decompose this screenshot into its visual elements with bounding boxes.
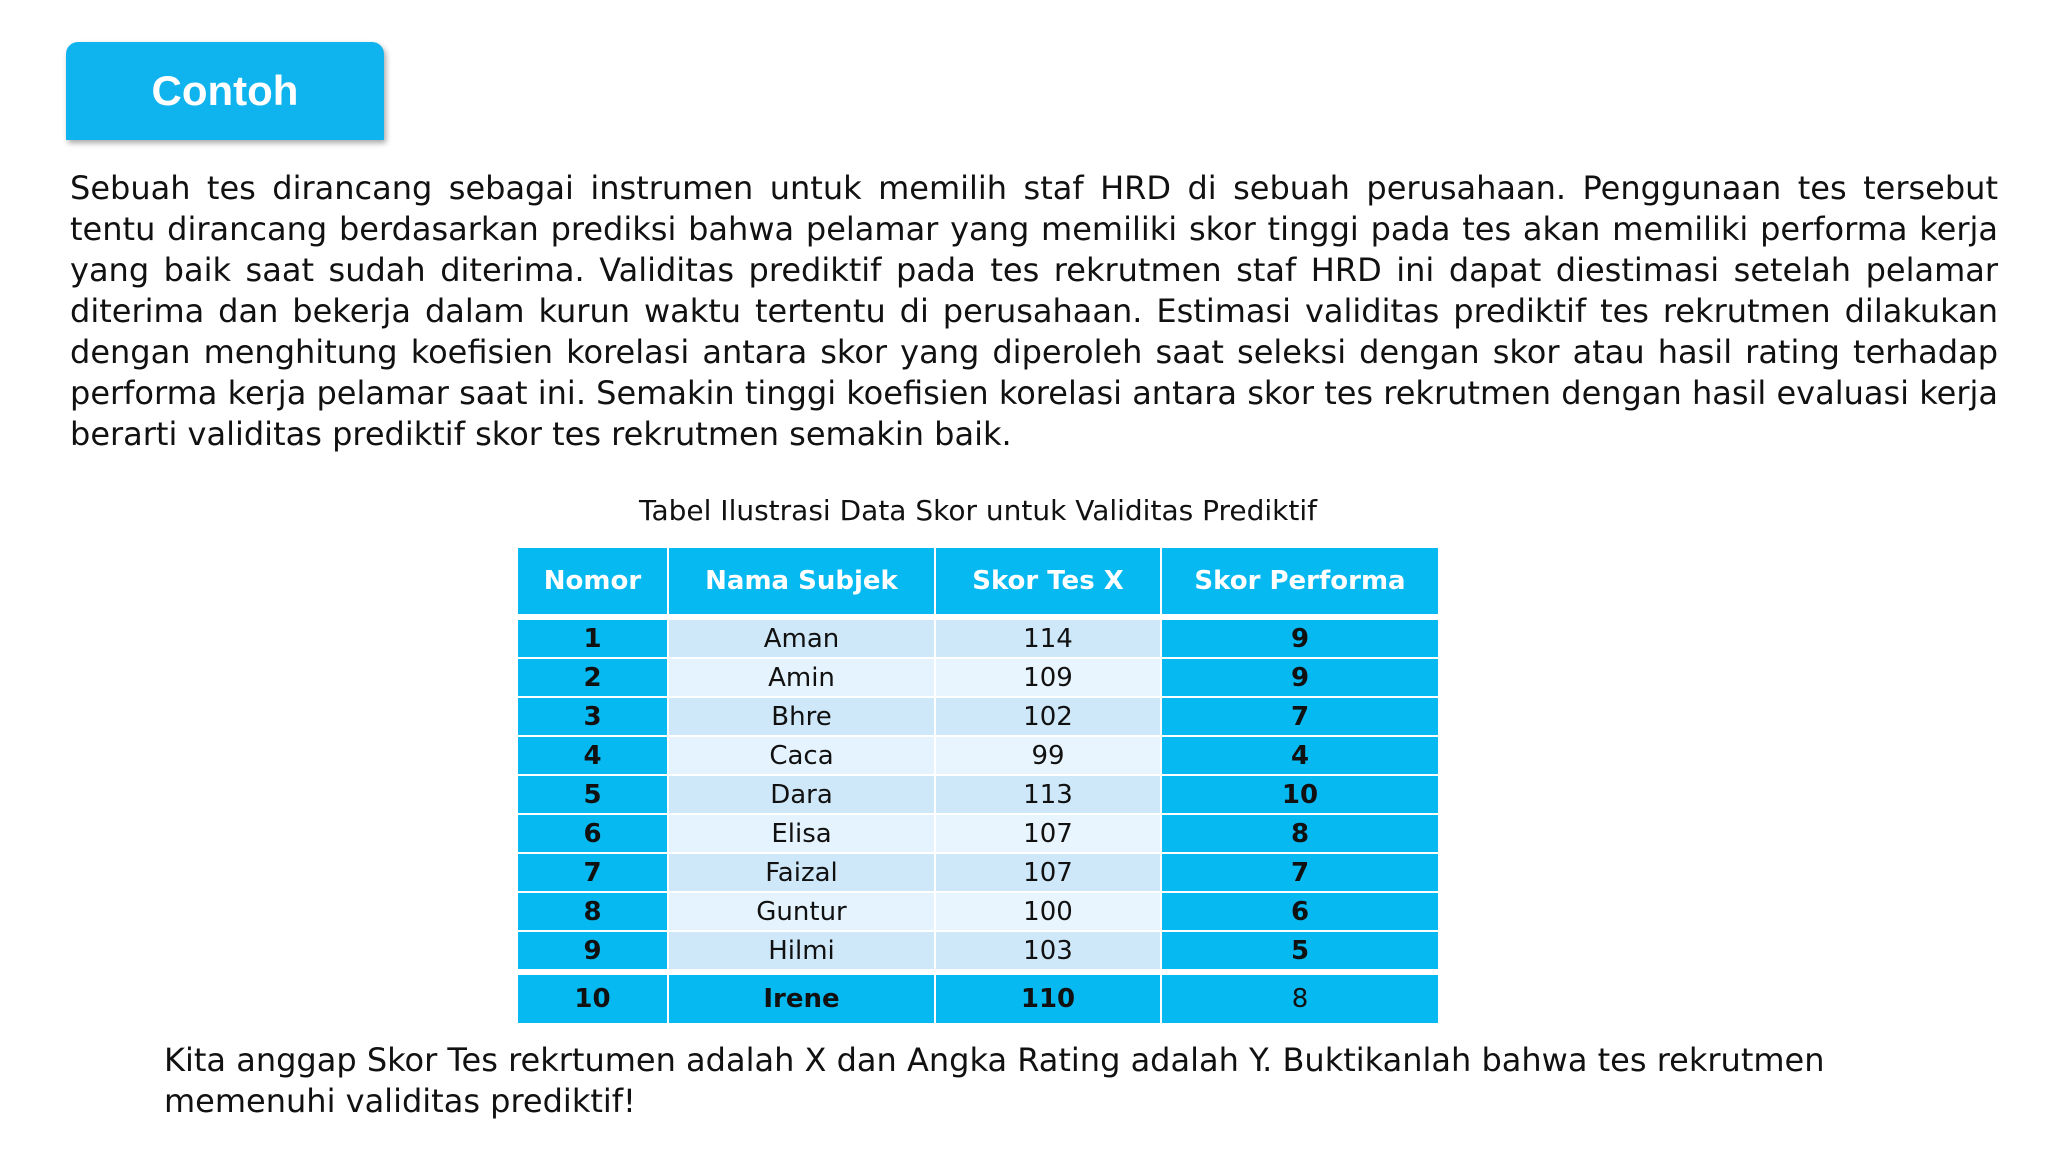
cell-performa: 5 bbox=[1161, 931, 1439, 972]
cell-performa: 8 bbox=[1161, 972, 1439, 1024]
cell-nama: Faizal bbox=[668, 853, 935, 892]
table-caption: Tabel Ilustrasi Data Skor untuk Validitas Prediktif bbox=[639, 494, 1317, 527]
cell-nama: Bhre bbox=[668, 697, 935, 736]
table-row bbox=[517, 736, 1439, 775]
table-row bbox=[517, 972, 1439, 1024]
cell-nama: Irene bbox=[668, 972, 935, 1024]
cell-performa: 7 bbox=[1161, 853, 1439, 892]
cell-performa: 8 bbox=[1161, 814, 1439, 853]
table-row bbox=[517, 892, 1439, 931]
header-skor-performa: Skor Performa bbox=[1161, 547, 1439, 617]
table-row bbox=[517, 697, 1439, 736]
cell-nomor: 4 bbox=[517, 736, 668, 775]
table-row bbox=[517, 931, 1439, 972]
cell-skor-x: 107 bbox=[935, 814, 1161, 853]
cell-skor-x: 113 bbox=[935, 775, 1161, 814]
cell-nama: Guntur bbox=[668, 892, 935, 931]
header-nama-subjek: Nama Subjek bbox=[668, 547, 935, 617]
cell-nama: Dara bbox=[668, 775, 935, 814]
table-row bbox=[517, 853, 1439, 892]
cell-skor-x: 103 bbox=[935, 931, 1161, 972]
cell-performa: 6 bbox=[1161, 892, 1439, 931]
cell-performa: 9 bbox=[1161, 658, 1439, 697]
header-skor-tes-x: Skor Tes X bbox=[935, 547, 1161, 617]
cell-performa: 4 bbox=[1161, 736, 1439, 775]
cell-nama: Elisa bbox=[668, 814, 935, 853]
cell-nama: Amin bbox=[668, 658, 935, 697]
cell-skor-x: 99 bbox=[935, 736, 1161, 775]
cell-performa: 9 bbox=[1161, 617, 1439, 658]
cell-nomor: 8 bbox=[517, 892, 668, 931]
example-badge bbox=[66, 42, 384, 140]
cell-nomor: 7 bbox=[517, 853, 668, 892]
table-row bbox=[517, 658, 1439, 697]
intro-paragraph: Sebuah tes dirancang sebagai instrumen untuk memilih staf HRD di sebuah perusahaan. Penggunaan tes tersebut tentu dirancang berdasarkan prediksi bahwa pelamar yang memiliki skor tinggi pada tes akan memiliki performa kerja yang baik saat sudah diterima. Validitas prediktif pada tes rekrutmen staf HRD ini dapat diestimasi setelah pelamar diterima dan bekerja dalam kurun waktu tertentu di perusahaan. Estimasi validitas prediktif tes rekrutmen dilakukan dengan menghitung koefisien korelasi antara skor yang diperoleh saat seleksi dengan skor atau hasil rating terhadap performa kerja pelamar saat ini. Semakin tinggi koefisien korelasi antara skor tes rekrutmen dengan hasil evaluasi kerja berarti validitas prediktif skor tes rekrutmen semakin baik. bbox=[70, 169, 1998, 453]
table-row bbox=[517, 775, 1439, 814]
table-header-row bbox=[517, 547, 1439, 617]
header-nomor: Nomor bbox=[517, 547, 668, 617]
cell-skor-x: 100 bbox=[935, 892, 1161, 931]
table-row bbox=[517, 814, 1439, 853]
cell-nomor: 2 bbox=[517, 658, 668, 697]
cell-skor-x: 114 bbox=[935, 617, 1161, 658]
cell-nama: Hilmi bbox=[668, 931, 935, 972]
cell-nomor: 5 bbox=[517, 775, 668, 814]
cell-nomor: 6 bbox=[517, 814, 668, 853]
cell-nama: Caca bbox=[668, 736, 935, 775]
cell-nomor: 3 bbox=[517, 697, 668, 736]
cell-nomor: 9 bbox=[517, 931, 668, 972]
cell-nama: Aman bbox=[668, 617, 935, 658]
cell-performa: 7 bbox=[1161, 697, 1439, 736]
cell-skor-x: 110 bbox=[935, 972, 1161, 1024]
cell-performa: 10 bbox=[1161, 775, 1439, 814]
cell-nomor: 10 bbox=[517, 972, 668, 1024]
cell-nomor: 1 bbox=[517, 617, 668, 658]
cell-skor-x: 102 bbox=[935, 697, 1161, 736]
cell-skor-x: 107 bbox=[935, 853, 1161, 892]
closing-question: Kita anggap Skor Tes rekrtumen adalah X dan Angka Rating adalah Y. Buktikanlah bahwa tes rekrutmen memenuhi validitas prediktif! bbox=[164, 1041, 1825, 1120]
table-row bbox=[517, 617, 1439, 658]
example-badge-label: Contoh bbox=[151, 67, 299, 114]
score-table bbox=[516, 546, 1440, 1025]
cell-skor-x: 109 bbox=[935, 658, 1161, 697]
